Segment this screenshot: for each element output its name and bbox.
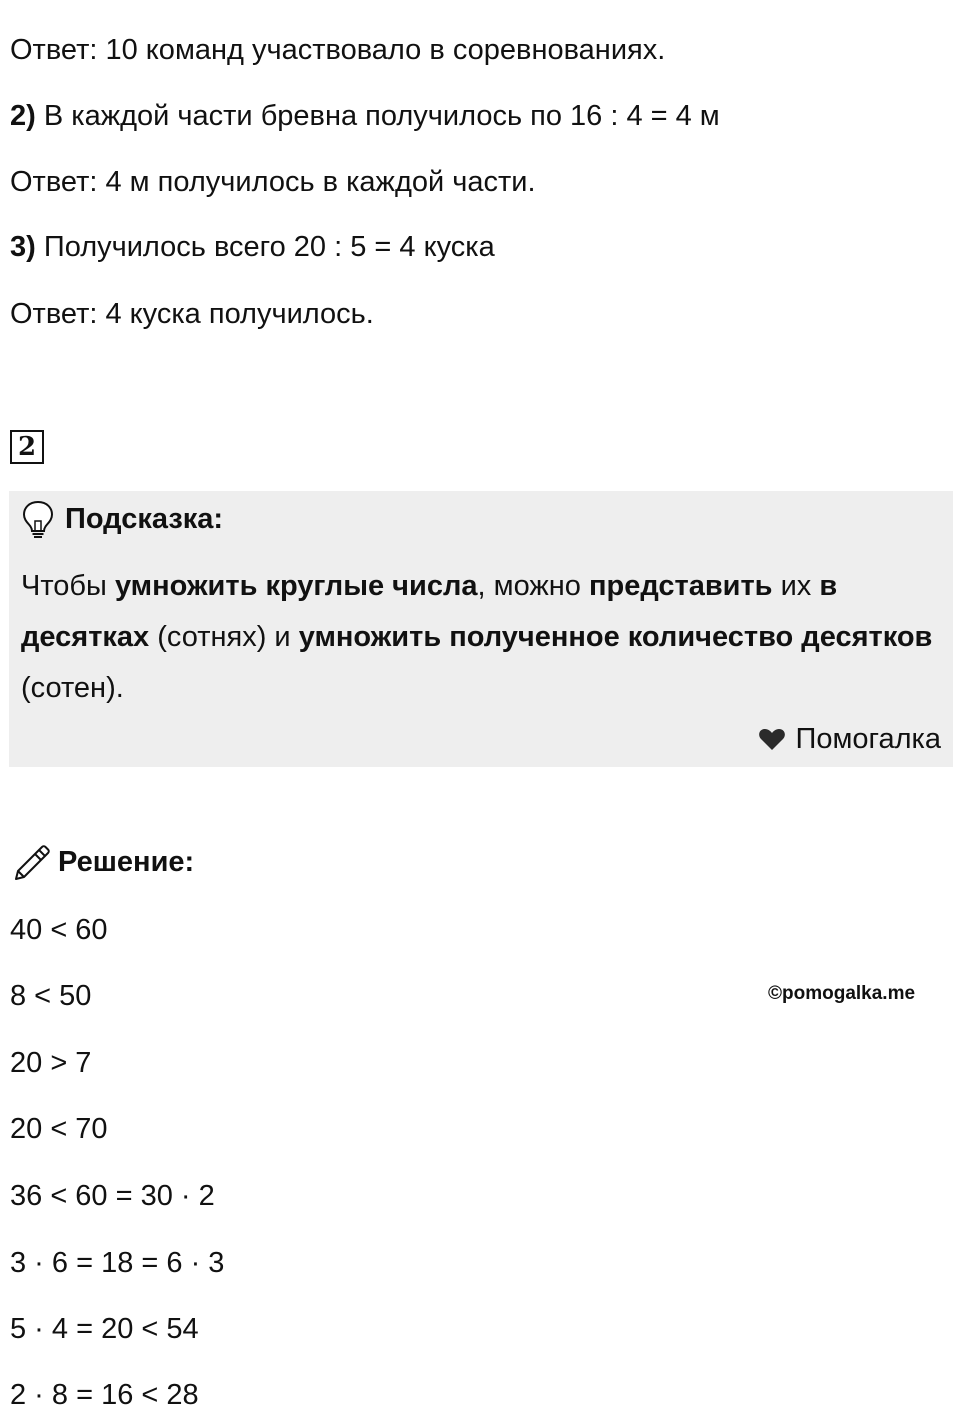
solution-line: 3 · 6 = 18 = 6 · 3 — [10, 1247, 225, 1279]
hint-text-4: (сотнях) и — [149, 621, 299, 653]
solution-header — [10, 840, 194, 884]
item-2-number: 2) — [10, 100, 36, 132]
solution-line: 2 · 8 = 16 < 28 — [10, 1379, 199, 1411]
heart-icon — [758, 727, 786, 751]
lightbulb-icon — [21, 499, 55, 539]
solution-line: 40 < 60 — [10, 914, 108, 946]
watermark: ©pomogalka.me — [768, 983, 916, 1004]
answer-line-3: Ответ: 4 куска получилось. — [10, 298, 374, 330]
item-2-text: В каждой части бревна получилось по 16 : 4 = 4 м — [35, 100, 720, 132]
hint-bold-1: умножить круглые числа — [114, 570, 478, 602]
hint-header — [21, 499, 223, 539]
task-number-box: 2 — [10, 430, 44, 464]
hint-text-3: их — [772, 570, 820, 602]
hint-text — [21, 561, 941, 714]
item-3-text: Получилось всего 20 : 5 = 4 куска — [35, 231, 495, 263]
answer-line-2: Ответ: 4 м получилось в каждой части. — [10, 166, 536, 198]
hint-text-2: , можно — [477, 570, 589, 602]
hint-text-1: Чтобы — [21, 570, 115, 602]
solution-line: 20 > 7 — [10, 1047, 92, 1079]
solution-line: 5 · 4 = 20 < 54 — [10, 1313, 199, 1345]
hint-title: Подсказка: — [65, 502, 224, 535]
brand-name: Помогалка — [795, 723, 941, 755]
brand-signature — [758, 721, 941, 757]
answer-line-1: Ответ: 10 команд участвовало в соревнованиях. — [10, 34, 666, 66]
hint-bold-3: в десятках — [21, 570, 838, 653]
solution-line: 36 < 60 = 30 · 2 — [10, 1180, 215, 1212]
hint-box — [9, 491, 953, 767]
solution-line: 20 < 70 — [10, 1113, 108, 1145]
hint-bold-2: представить — [588, 570, 773, 602]
solution-line: 8 < 50 — [10, 980, 92, 1012]
pencil-icon — [10, 841, 52, 883]
item-3-number: 3) — [10, 231, 36, 263]
hint-text-5: (сотен). — [21, 672, 124, 704]
solution-title: Решение: — [58, 845, 195, 878]
item-3-line — [10, 229, 495, 265]
hint-bold-4: умножить полученное количество десятков — [298, 621, 933, 653]
item-2-line — [10, 98, 720, 134]
